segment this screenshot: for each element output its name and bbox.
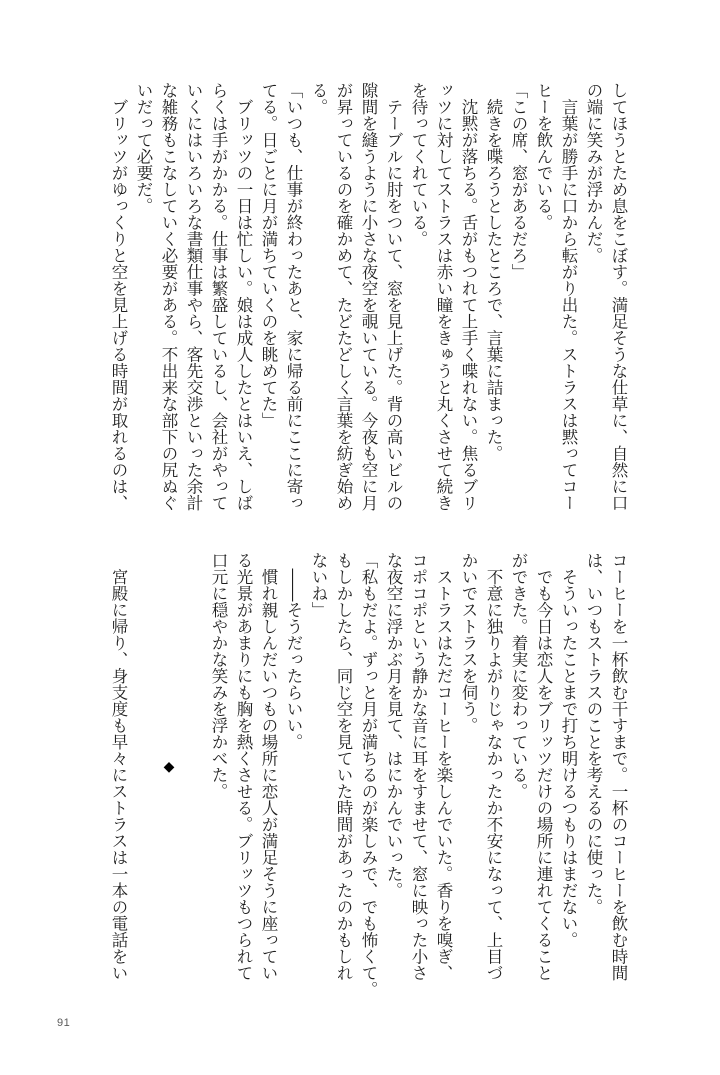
text-column: らくは手がかかる。仕事は繁盛しているし、会社がやって [209, 82, 228, 511]
text-column: 宮殿に帰り、身支度も早々にストラスは一本の電話をい [109, 552, 128, 981]
text-column: そういったことまで打ち明けるつもりはまだない。 [559, 552, 578, 948]
dialogue-column: てる。日ごとに月が満ちていくのを眺めてた」 [259, 82, 278, 429]
text-column: してほうとため息をこぼす。満足そうな仕草に、自然に口 [609, 82, 628, 511]
dialogue-column: 「この席、窓があるだろ」 [509, 82, 528, 280]
text-column: かいでストラスを伺う。 [459, 552, 478, 734]
text-column: ブリッツがゆっくりと空を見上げる時間が取れるのは、 [109, 82, 128, 511]
text-column: いだって必要だ。 [134, 82, 153, 214]
text-column: 沈黙が落ちる。舌がもつれて上手く喋れない。焦るブリ [459, 82, 478, 511]
text-column: でも今日は恋人をブリッツだけの場所に連れてくること [534, 552, 553, 981]
text-column: な夜空に浮かぶ月を見て、はにかんでいった。 [384, 552, 403, 899]
text-column: の端に笑みが浮かんだ。 [584, 82, 603, 264]
upper-text-block [106, 82, 631, 522]
text-column: テーブルに肘をついて、窓を見上げた。背の高いビルの [384, 82, 403, 511]
blank-column [131, 552, 156, 981]
lower-text-block [106, 552, 631, 998]
text-column: 慣れ親しんだいつもの場所に恋人が満足そうに座ってい [259, 552, 278, 981]
text-column: 隙間を縫うように小さな夜空を覗いている。今夜も空に月 [359, 82, 378, 511]
text-column: 続きを喋ろうとしたところで、言葉に詰まった。 [484, 82, 503, 462]
text-column: る光景があまりにも胸を熱くさせる。ブリッツもつられて [234, 552, 253, 981]
blank-column [181, 552, 206, 981]
text-column: コポコポという静かな音に耳をすませて、窓に映った小さ [409, 552, 428, 981]
text-column: ッツに対してストラスは赤い瞳をきゅうと丸くさせて続き [434, 82, 453, 511]
text-column: は、いつもストラスのことを考えるのに使った。 [584, 552, 603, 915]
dialogue-column: 「いつも、仕事が終わったあと、家に帰る前にここに寄っ [284, 82, 303, 511]
text-column: ――そうだったらいい。 [284, 552, 303, 750]
section-break-diamond-icon: ◆ [161, 758, 177, 775]
text-column: を待ってくれている。 [409, 82, 428, 247]
text-column: 言葉が勝手に口から転がり出た。ストラスは黙ってコー [559, 82, 578, 511]
text-column: ヒーを飲んでいる。 [534, 82, 553, 231]
dialogue-column: もしかしたら、同じ空を見ていた時間があったのかもしれ [334, 552, 353, 981]
text-column: る。 [309, 82, 328, 115]
text-column: ブリッツの一日は忙しい。娘は成人したとはいえ、しば [234, 82, 253, 511]
text-column: 不意に独りよがりじゃなかったか不安になって、上目づ [484, 552, 503, 981]
dialogue-column: ないね」 [309, 552, 328, 618]
page-number: 91 [57, 1017, 71, 1029]
text-column: ストラスはただコーヒーを楽しんでいた。香りを嗅ぎ、 [434, 552, 453, 981]
text-column: が昇っているのを確かめて、たどたどしく言葉を紡ぎ始め [334, 82, 353, 511]
dialogue-column: 「私もだよ。ずっと月が満ちるのが楽しみで、でも怖くて。 [359, 552, 378, 998]
text-column: ができた。着実に変わっている。 [509, 552, 528, 800]
text-column: いくにはいろいろな書類仕事やら、客先交渉といった余計 [184, 82, 203, 511]
text-column: コーヒーを一杯飲む干すまで。一杯のコーヒーを飲む時間 [609, 552, 628, 981]
text-column: な雑務もこなしていく必要がある。不出来な部下の尻ぬぐ [159, 82, 178, 511]
text-column: 口元に穏やかな笑みを浮かべた。 [209, 552, 228, 800]
